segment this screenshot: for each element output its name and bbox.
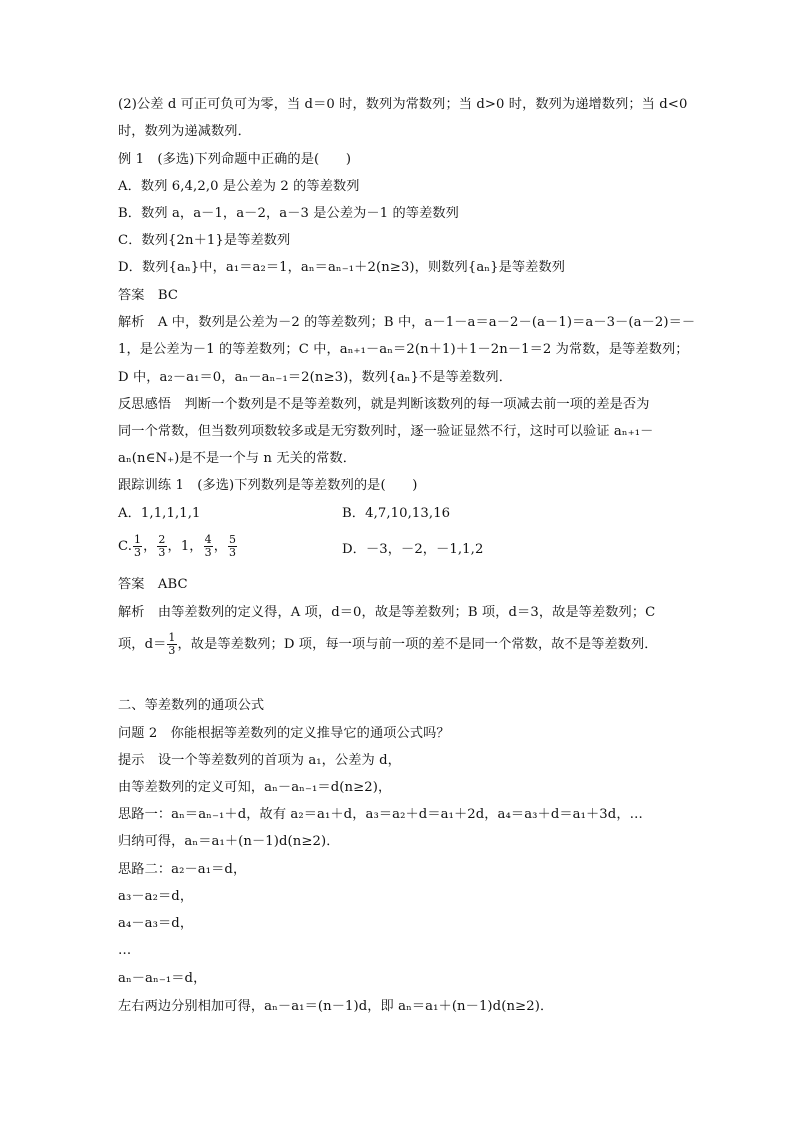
- option-d: D．数列{aₙ}中，a₁＝a₂＝1，aₙ＝aₙ₋₁＋2(n≥3)，则数列{aₙ}是等差数列: [118, 260, 566, 275]
- text-line: (2)公差 d 可正可负可为零，当 d＝0 时，数列为常数列；当 d>0 时，数列为递增数列；当 d<0: [118, 97, 688, 112]
- example-1-heading: 例 1 (多选)下列命题中正确的是( ): [118, 152, 352, 167]
- practice-option-c: C. $\frac{1}{3}$ ， $\frac{2}{3}$ ，1， $\frac{4}{3}$ ， $\frac{5}{3}$: [118, 533, 237, 559]
- fraction: $\frac{2}{3}$: [158, 533, 166, 559]
- analysis-line: D 中，a₂－a₁＝0，aₙ－aₙ₋₁＝2(n≥3)，数列{aₙ}不是等差数列．: [118, 370, 512, 385]
- text-line: 时，数列为递减数列．: [118, 124, 251, 139]
- practice-option-a: A．1,1,1,1,1: [118, 506, 201, 521]
- text-line: a₃－a₂＝d，: [118, 889, 194, 904]
- reflection-line: 反思感悟 判断一个数列是不是等差数列，就是判断该数列的每一项减去前一项的差是否为: [118, 397, 650, 412]
- answer-line: 答案 BC: [118, 288, 179, 303]
- hint-line: 提示 设一个等差数列的首项为 a₁，公差为 d，: [118, 753, 401, 768]
- analysis-line: 1，是公差为－1 的等差数列；C 中，aₙ₊₁－aₙ＝2(n＋1)＋1－2n－1＝2 为常数，是等差数列；: [118, 342, 689, 357]
- text-line: 左右两边分别相加可得，aₙ－a₁＝(n－1)d，即 aₙ＝a₁＋(n－1)d(n≥2)．: [118, 999, 554, 1014]
- analysis-line: 项，d＝ $\frac{1}{3}$ ，故是等差数列；D 项，每一项与前一项的差不是同一个常数，故不是等差数列．: [118, 631, 658, 657]
- option-b: B．数列 a，a－1，a－2，a－3 是公差为－1 的等差数列: [118, 206, 459, 221]
- fraction: $\frac{1}{3}$: [134, 533, 142, 559]
- text-line: 归纳可得，aₙ＝a₁＋(n－1)d(n≥2)．: [118, 834, 340, 849]
- analysis-line: 解析 A 中，数列是公差为－2 的等差数列；B 中，a－1－a＝a－2－(a－1)＝a－3－(a－2)＝－: [118, 315, 696, 330]
- fraction: $\frac{1}{3}$: [168, 631, 176, 657]
- option-c: C．数列{2n＋1}是等差数列: [118, 233, 291, 248]
- fraction: $\frac{4}{3}$: [204, 533, 212, 559]
- text-line: 由等差数列的定义可知，aₙ－aₙ₋₁＝d(n≥2)，: [118, 780, 392, 795]
- question-2-heading: 问题 2 你能根据等差数列的定义推导它的通项公式吗？: [118, 726, 450, 741]
- text-line: 思路一：aₙ＝aₙ₋₁＋d，故有 a₂＝a₁＋d，a₃＝a₂＋d＝a₁＋2d，a₄＝a₃＋d＝a₁＋3d，…: [118, 807, 643, 822]
- practice-option-d: D．－3，－2，－1,1,2: [342, 542, 484, 557]
- section-heading: 二、等差数列的通项公式: [118, 698, 265, 713]
- practice-option-b: B．4,7,10,13,16: [342, 506, 451, 521]
- reflection-line: aₙ(n∈N₊)是不是一个与 n 无关的常数．: [118, 451, 357, 466]
- text-line: aₙ－aₙ₋₁＝d，: [118, 971, 207, 986]
- ellipsis-line: …: [118, 943, 132, 958]
- fraction: $\frac{5}{3}$: [229, 533, 237, 559]
- answer-line: 答案 ABC: [118, 577, 188, 592]
- practice-1-heading: 跟踪训练 1 (多选)下列数列是等差数列的是( ): [118, 478, 418, 493]
- text-line: 思路二：a₂－a₁＝d，: [118, 862, 247, 877]
- option-label: C.: [118, 539, 133, 554]
- reflection-line: 同一个常数，但当数列项数较多或是无穷数列时，逐一验证显然不行，这时可以验证 aₙ₊₁－: [118, 424, 654, 439]
- analysis-line: 解析 由等差数列的定义得，A 项，d＝0，故是等差数列；B 项，d＝3，故是等差数列；C: [118, 605, 656, 620]
- option-a: A．数列 6,4,2,0 是公差为 2 的等差数列: [118, 179, 360, 194]
- text-line: a₄－a₃＝d，: [118, 916, 194, 931]
